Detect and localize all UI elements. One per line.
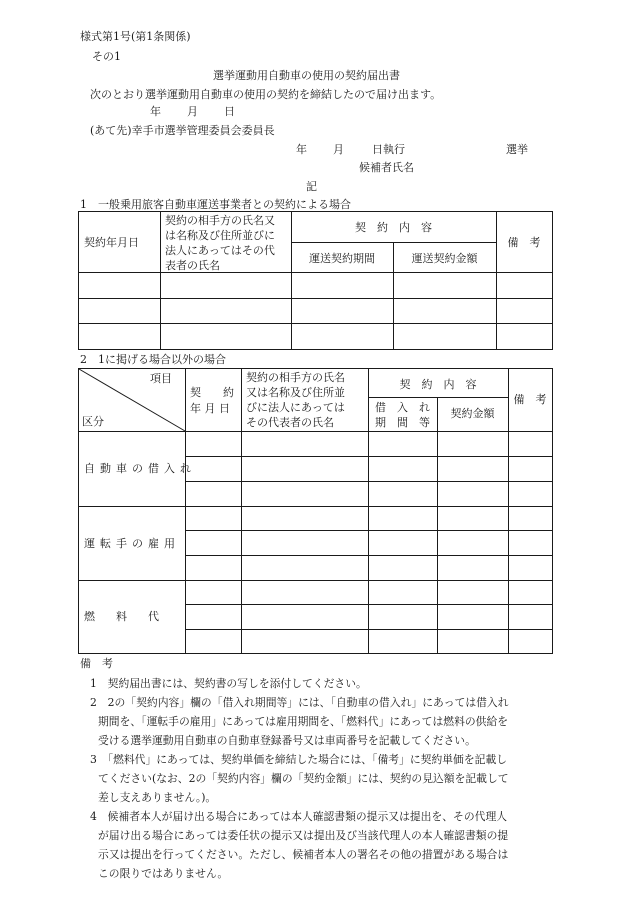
note-item-4-cont: 示又は提出を行ってください。ただし、候補者本人の署名その他の措置がある場合は — [98, 848, 509, 861]
s1-counterparty-line: 表者の氏名 — [165, 259, 220, 272]
section1-heading: 1 一般乗用旅客自動車運送事業者との契約による場合 — [80, 198, 351, 211]
note-item-4: 4 候補者本人が届け出る場合にあっては本人確認書類の提示又は提出を、その代理人 — [90, 810, 508, 823]
note-item-3: 3 「燃料代」にあっては、契約単価を締結した場合には、「備考」に契約単価を記載し — [90, 753, 508, 766]
note-item-2: 2 2の「契約内容」欄の「借入れ期間等」には、「自動車の借入れ」にあっては借入れ — [90, 696, 509, 709]
s1-header-contract-content: 契 約 内 容 — [355, 221, 432, 234]
notes-heading: 備 考 — [80, 657, 113, 670]
s2-contract-date-line: 年 月 日 — [190, 402, 230, 415]
s2-row-driver-employment: 運転手の雇用 — [84, 537, 180, 550]
s2-counterparty-line: 又は名称及び住所並 — [246, 386, 345, 399]
s2-header-item: 項目 — [150, 372, 172, 385]
s2-counterparty-line: びに法人にあっては — [246, 401, 345, 414]
intro-text: 次のとおり選挙運動用自動車の使用の契約を締結したので届け出ます。 — [90, 88, 442, 101]
s1-header-transport-period: 運送契約期間 — [309, 252, 375, 265]
note-item-4-cont: が届け出る場合にあっては委任状の提示又は提出及び当該代理人の本人確認書類の提 — [98, 829, 509, 842]
s2-header-contract-content: 契 約 内 容 — [399, 378, 477, 391]
ki-label: 記 — [306, 180, 317, 193]
s1-header-transport-amount: 運送契約金額 — [411, 252, 478, 265]
form-number: 様式第1号(第1条関係) — [80, 30, 191, 43]
form-part: その1 — [92, 50, 121, 63]
s1-counterparty-line: 契約の相手方の氏名又 — [165, 214, 275, 227]
s2-contract-date-line: 契 約 — [190, 386, 234, 399]
election-month: 月 — [333, 143, 344, 156]
date-day: 日 — [224, 105, 235, 118]
candidate-name-label: 候補者氏名 — [359, 161, 414, 174]
note-item-2-cont: 期間を、「運転手の雇用」にあっては雇用期間を、「燃料代」にあっては燃料の供給を — [98, 715, 509, 728]
s1-header-contract-date: 契約年月日 — [84, 236, 139, 249]
s2-lease-period-line: 借 入 れ — [375, 401, 430, 414]
note-item-3-cont: てください(なお、2の「契約内容」欄の「契約金額」には、契約の見込額を記載して — [98, 772, 509, 785]
election-year: 年 — [296, 143, 307, 156]
addressee: (あて先)幸手市選挙管理委員会委員長 — [90, 124, 275, 137]
s2-header-contract-amount: 契約金額 — [450, 407, 495, 420]
s2-counterparty-line: その代表者の氏名 — [246, 416, 334, 429]
s1-counterparty-line: は名称及び住所並びに — [165, 229, 275, 242]
note-item-3-cont: 差し支えありません。)。 — [98, 791, 217, 804]
note-item-4-cont: この限りではありません。 — [98, 867, 229, 880]
s1-header-remarks: 備 考 — [507, 236, 541, 249]
s2-header-category: 区分 — [82, 415, 104, 428]
note-item-1: 1 契約届出書には、契約書の写しを添付してください。 — [90, 677, 367, 690]
date-year: 年 — [150, 105, 161, 118]
date-month: 月 — [187, 105, 198, 118]
s2-row-vehicle-lease: 自動車の借入れ — [84, 462, 196, 475]
s2-row-fuel-cost: 燃 料 代 — [84, 610, 164, 623]
s2-lease-period-line: 期 間 等 — [375, 416, 430, 429]
page-title: 選挙運動用自動車の使用の契約届出書 — [213, 69, 400, 82]
section2-heading: 2 1に掲げる場合以外の場合 — [80, 353, 226, 366]
election-day-exec: 日執行 — [372, 143, 405, 156]
s2-header-remarks: 備 考 — [513, 393, 547, 406]
s2-counterparty-line: 契約の相手方の氏名 — [246, 371, 345, 384]
note-item-2-cont: 受ける選挙運動用自動車の自動車登録番号又は車両番号を記載してください。 — [98, 734, 476, 747]
election-label: 選挙 — [506, 143, 528, 156]
s1-counterparty-line: 法人にあってはその代 — [165, 244, 275, 257]
